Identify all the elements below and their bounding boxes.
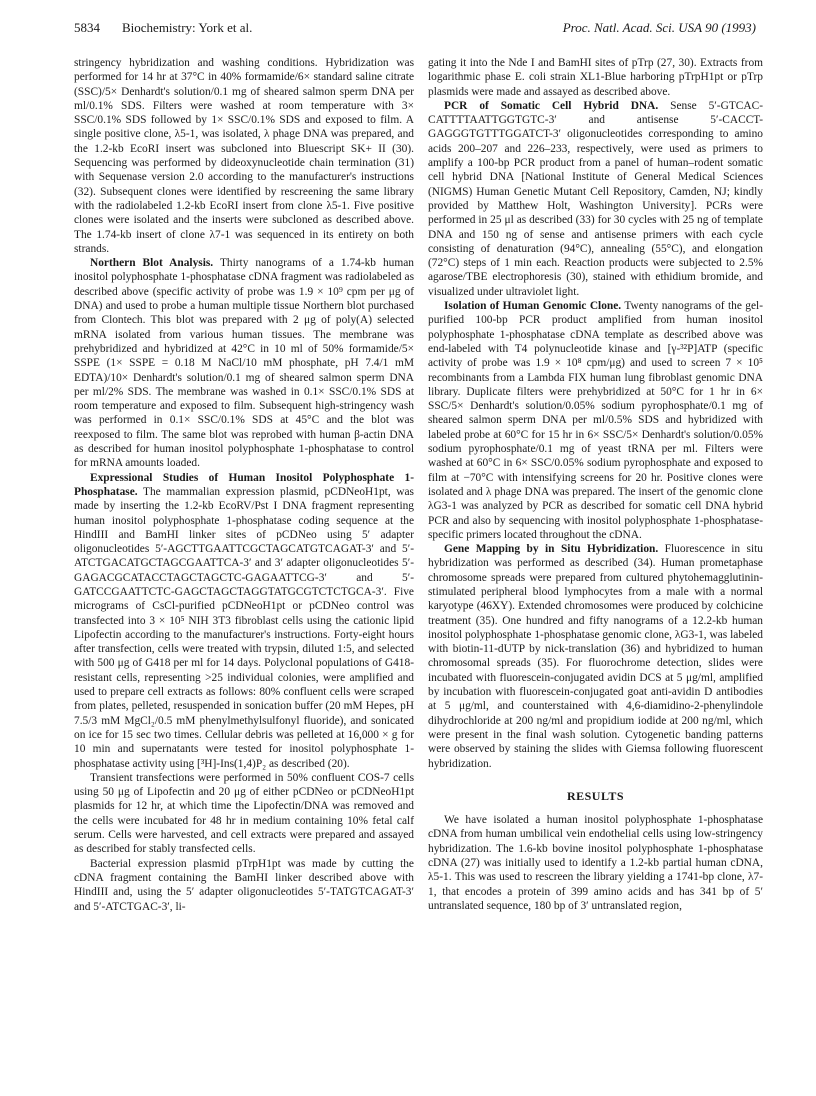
paragraph: We have isolated a human inositol polyphosphate 1-phosphatase cDNA from human umbilical vein endothelial cells using low-stringency hybridization. The 1.6-kb bovine inositol polyphosphate 1-phosphatase cDNA (27) was initially used to identify a 1.2-kb partial human cDNA, λ5-1. This was used to rescreen the library yielding a 1741-bp clone, λ7-1, that encodes a protein of 399 amino acids and has 341 bp of 5′ untranslated sequence, 180 bp of 3′ untranslated region, xyxy=(428,814,763,912)
subsection-title: Gene Mapping by in Situ Hybridization. xyxy=(444,543,659,556)
paragraph: gating it into the Nde I and BamHI sites of pTrp (27, 30). Extracts from logarithmic phase E. coli strain XL1-Blue harboring pTrpH1pt or pTrp plasmids were made and assayed as described above. xyxy=(428,57,763,98)
paragraph-body: Twenty nanograms of the gel-purified 100-bp PCR product amplified from human inositol polyphosphate 1-phosphatase cDNA template as described above was end-labeled with T4 polynucleotide kinase and [γ-³²P]ATP (specific activity of probe was 1.9 × 10⁸ cpm/μg) and used to screen 7 × 10⁵ recombinants from a Lambda FIX human lung fibroblast genomic DNA library. Duplicate filters were prehybridized at 50°C for 1 hr in 6× SSC/5× Denhardt's solution/0.05% sodium pyrophosphate/0.1 mg of sheared salmon sperm DNA per ml/0.5% SDS and hybridized with labeled probe at 60°C for 15 hr in 6× SSC/5× Denhardt's solution/0.05% sodium pyrophosphate/0.1 mg of yeast tRNA per ml. Filters were washed at 60°C in 6× SSC/0.05% sodium pyrophosphate and exposed to film at −70°C with intensifying screens for 20 hr. Positive clones were isolated and λ phage DNA was prepared. The insert of the genomic clone λG3-1 was analyzed by PCR as described for somatic cell DNA hybrid PCR and also by sequencing with inositol polyphosphate 1-phosphatase-specific primers located throughout the cDNA. xyxy=(428,300,763,541)
section-heading-results: RESULTS xyxy=(566,788,625,803)
paragraph-genomic-clone xyxy=(428,299,763,542)
paragraph-pcr xyxy=(428,99,763,299)
running-header xyxy=(74,20,756,36)
paragraph-expression xyxy=(74,471,414,771)
subsection-title: Northern Blot Analysis. xyxy=(90,257,214,270)
subsection-title: Expressional Studies of Human Inositol Polyphosphate 1-Phosphatase. xyxy=(74,471,414,498)
paragraph-body: Sense 5′-GTCAC-CATTTTAATTGGTGTC-3′ and antisense 5′-CACCT-GAGGGTGTTTGGATCT-3′ oligonucleotides corresponding to amino acids 200–207 and 226–233, respectively, were used as primers to amplify a 100-bp PCR product from a panel of human–rodent somatic cell hybrid DNA [National Institute of General Medical Sciences (NIGMS) Human Genetic Mutant Cell Repository, Camden, NJ; kindly provided by Matthew Holt, Washington University]. PCRs were performed in 25 μl as described (33) for 30 cycles with 25 ng of template DNA and 150 ng of sense and antisense primers with each cycle consisting of denaturation (94°C), annealing (55°C), and elongation (72°C) steps of 1 min each. Reaction products were subjected to 2.5% agarose/TBE electrophoresis (30), stained with ethidium bromide, and visualized under ultraviolet light. xyxy=(428,99,763,298)
paragraph: Transient transfections were performed in 50% confluent COS-7 cells using 50 μg of Lipofectin and 20 μg of either pCDNeo or pCDNeoH1pt plasmids for 12 hr, at which time the Lipofectin/DNA was removed and the cells were incubated for 48 hr in medium containing 10% fetal calf serum. Cells were harvested, and cell extracts were prepared and assayed as described for stably transfected cells. xyxy=(74,771,414,856)
paragraph-body: The mammalian expression plasmid, pCDNeoH1pt, was made by inserting the 1.2-kb EcoRV/Pst I DNA fragment representing human inositol polyphosphate 1-phosphatase coding sequence at the HindIII and BamHI linker sites of pCDNeo using 5′ adapter oligonucleotides 5′-AGCTTGAATTCGCTAGCATGTCAGAT-3′ and 5′-ATCTGACATGCTAGCGAATTCA-3′ and 3′ adapter oligonucleotides 5′-GAGACGCATACCTAGCTAGCTC-GAGAATTCG-3′ and 5′-GATCCGAATTCTC-GAGCTAGCTAGGTATGCGTCTCTGCA-3′. Five micrograms of CsCl-purified pCDNeoH1pt or pCDNeo control was transfected into 3 × 10⁵ NIH 3T3 fibroblast cells using the cationic lipid Lipofectin according to the manufacturer's instructions. Forty-eight hours after transfection, cells were treated with trypsin, diluted 1:5, and selected with 500 μg of G418 per ml for 14 days. Polyclonal populations of G418-resistant cells, representing >25 individual colonies, were amplified and used to prepare cell extracts as follows: 80% confluent cells were scraped from plates, pelleted, resuspended in sonication buffer (20 mM Hepes, pH 7.5/3 mM MgCl₂/0.5 mM phenylmethylsulfonyl fluoride), and sonicated on ice for 15 sec two times. Cellular debris was pelleted at 16,000 × g for 10 min and supernatants were tested for inositol polyphosphate 1-phosphatase activity using [³H]-Ins(1,4)P₂ as described (20). xyxy=(74,485,414,770)
right-column xyxy=(428,56,763,913)
running-title: Biochemistry: York et al. xyxy=(122,20,253,35)
journal-citation: Proc. Natl. Acad. Sci. USA 90 (1993) xyxy=(562,20,756,35)
paragraph: Bacterial expression plasmid pTrpH1pt was made by cutting the cDNA fragment containing the BamHI linker described above with HindIII and, using the 5′ adapter oligonucleotides 5′-TATGTCAGAT-3′ and 5′-ATCTGAC-3′, li- xyxy=(74,857,414,913)
subsection-title: Isolation of Human Genomic Clone. xyxy=(444,300,622,313)
page-number: 5834 xyxy=(74,20,100,35)
left-column xyxy=(74,56,414,914)
paragraph-northern-blot xyxy=(74,256,414,470)
paragraph: stringency hybridization and washing conditions. Hybridization was performed for 14 hr at 37°C in 40% formamide/6× standard saline citrate (SSC)/5× Denhardt's solution/0.1 mg of sheared salmon sperm DNA per ml/0.1% SDS. Filters were washed at room temperature with 3× SSC/0.1% SDS followed by 1× SSC/0.1% SDS and exposed to film. A single positive clone, λ5-1, was isolated, λ phage DNA was prepared, and the 1.2-kb EcoRI insert was subcloned into Bluescript SK+ II (30). Sequencing was performed by dideoxynucleotide chain termination (31) with Sequenase version 2.0 according to the manufacturer's instructions (32). Subsequent clones were identified by rescreening the same library with the radiolabeled 1.2-kb EcoRI insert from clone λ5-1. Five positive clones were isolated and the inserts were subcloned as described above. The 1.74-kb insert of clone λ7-1 was sequenced in its entirety on both strands. xyxy=(74,57,414,255)
paragraph-gene-mapping xyxy=(428,542,763,771)
paragraph-body: Thirty nanograms of a 1.74-kb human inositol polyphosphate 1-phosphatase cDNA fragment was radiolabeled as described above (specific activity of probe was 1.9 × 10⁹ cpm per μg of DNA) and used to probe a human multiple tissue Northern blot purchased from Clontech. This blot was prepared with 2 μg of poly(A) selected mRNA isolated from various human tissues. The membrane was prehybridized and hybridized at 42°C in 10 ml of 50% formamide/5× SSPE (1× SSPE = 0.18 M NaCl/10 mM phosphate, pH 7.4/1 mM EDTA)/10× Denhardt's solution/0.1 mg of sheared salmon sperm DNA per ml/2% SDS. The membrane was washed in 0.1× SSC/0.1% SDS at room temperature and exposed to film. Subsequent high-stringency wash was performed in 0.1× SSC/0.1% SDS at 45°C and the blot was reexposed to film. The same blot was reprobed with human β-actin DNA as described for human inositol polyphosphate 1-phosphatase to control for mRNA amounts loaded. xyxy=(74,257,414,470)
subsection-title: PCR of Somatic Cell Hybrid DNA. xyxy=(444,99,659,112)
paragraph-body: Fluorescence in situ hybridization was performed as described (34). Human prometaphase chromosome spreads were prepared from cultured phytohemagglutinin-stimulated peripheral blood lymphocytes from a male with a normal karyotype (46XY). Extended chromosomes were produced by colchicine treatment (35). One hundred and fifty nanograms of a 12.2-kb human inositol polyphosphate 1-phosphatase genomic clone, λG3-1, was labeled with biotin-11-dUTP by nick-translation (36) and hybridized to human chromosomal spreads (35). For fluorochrome detection, slides were incubated with fluorescein-conjugated avidin DCS at 5 μg/ml, amplified by incubation with fluorescein-conjugated goat anti-avidin D antibodies at 5 μg/ml, and counterstained with 4,6-diamidino-2-phenylindole dihydrochloride at 200 ng/ml and propidium iodide at 200 ng/ml, which were present in the final wash solution. Cytogenetic banding patterns were observed by staining the slides with Giemsa following fluorescent hybridization. xyxy=(428,543,763,770)
